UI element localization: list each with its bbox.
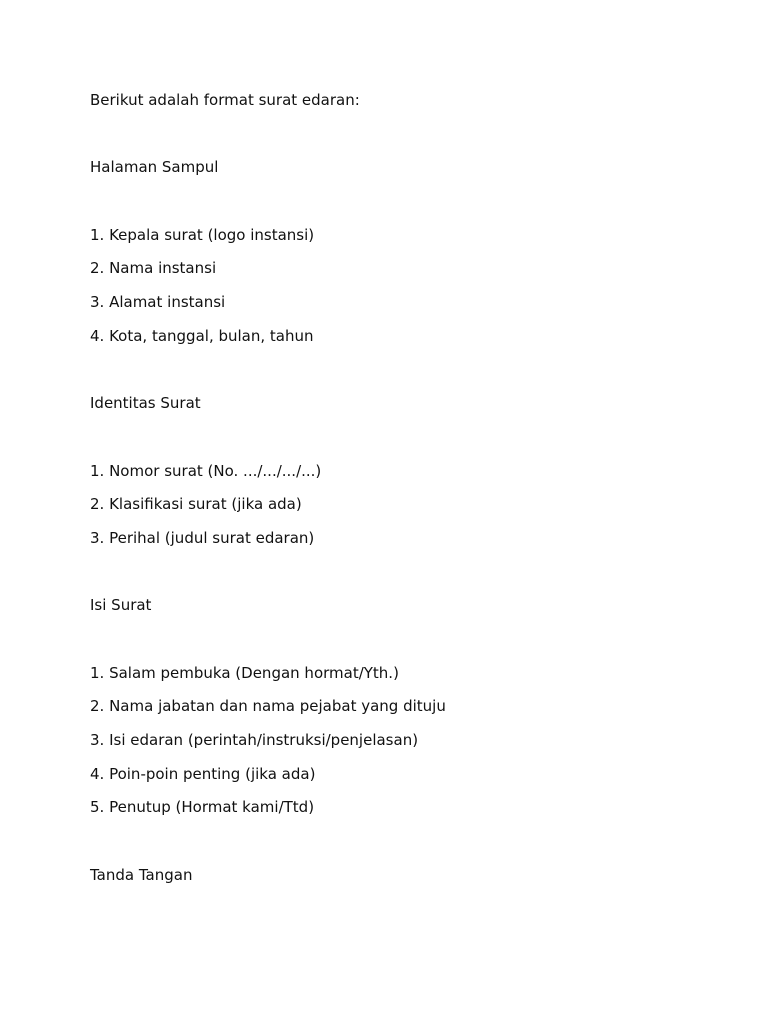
list-item: 4. Kota, tanggal, bulan, tahun xyxy=(90,326,314,345)
list-item: 3. Perihal (judul surat edaran) xyxy=(90,528,315,547)
list-item: 2. Klasifikasi surat (jika ada) xyxy=(90,495,302,514)
list-item: 1. Kepala surat (logo instansi) xyxy=(90,225,315,244)
list-item: 4. Poin-poin penting (jika ada) xyxy=(90,764,316,783)
list-item: 2. Nama jabatan dan nama pejabat yang dituju xyxy=(90,697,446,716)
intro-text: Berikut adalah format surat edaran: xyxy=(90,91,360,109)
list-item: 1. Salam pembuka (Dengan hormat/Yth.) xyxy=(90,663,399,682)
document-page xyxy=(90,91,710,900)
list-item: 3. Alamat instansi xyxy=(90,293,226,312)
section-heading-halaman-sampul: Halaman Sampul xyxy=(90,158,219,177)
spacer xyxy=(90,125,710,159)
spacer xyxy=(90,192,710,226)
list-item: 2. Nama instansi xyxy=(90,259,217,278)
section-heading-isi-surat: Isi Surat xyxy=(90,596,152,615)
section-heading-identitas-surat: Identitas Surat xyxy=(90,394,201,413)
spacer xyxy=(90,832,710,866)
list-item: 1. Nomor surat (No. .../.../.../...) xyxy=(90,461,322,480)
section-heading-tanda-tangan: Tanda Tangan xyxy=(90,865,193,884)
spacer xyxy=(90,361,710,395)
spacer xyxy=(90,630,710,664)
list-item: 3. Isi edaran (perintah/instruksi/penjelasan) xyxy=(90,731,419,750)
spacer xyxy=(90,563,710,597)
spacer xyxy=(90,428,710,462)
list-item: 5. Penutup (Hormat kami/Ttd) xyxy=(90,798,315,817)
